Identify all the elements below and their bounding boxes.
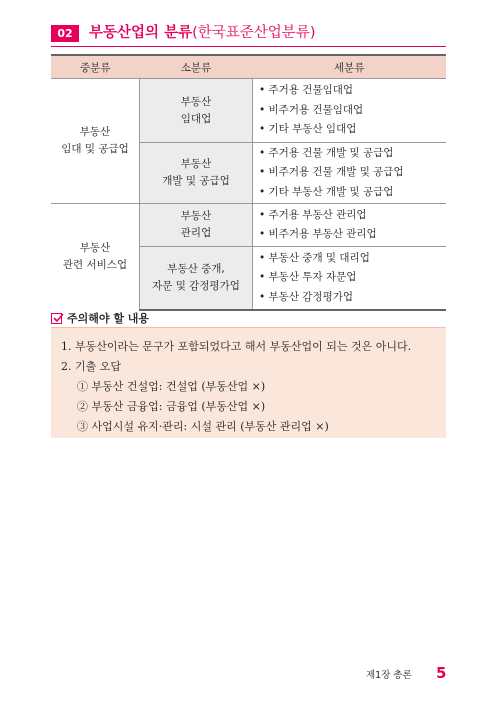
section-title [89, 24, 315, 43]
detail-item: • 부동산 감정평가업 [259, 290, 354, 303]
detail-item: • 주거용 건물임대업 [259, 84, 354, 97]
detail-item: • 부동산 투자 자문업 [259, 271, 357, 284]
cell-text: 임대 및 공급업 [61, 143, 129, 155]
detail-item: • 기타 부동산 임대업 [259, 123, 357, 136]
detail-item: • 주거용 건물 개발 및 공급업 [259, 146, 394, 159]
note-line: ② 부동산 금융업: 금융업 (부동산업 ×) [77, 400, 266, 413]
detail-item: • 기타 부동산 개발 및 공급업 [259, 185, 394, 198]
middle-category-cell [51, 204, 140, 311]
cell-text: 부동산 [180, 210, 212, 222]
note-line: ① 부동산 건설업: 건설업 (부동산업 ×) [77, 380, 266, 393]
table-row [51, 204, 446, 247]
cell-text: 관련 서비스업 [62, 259, 128, 271]
detail-item: • 주거용 부동산 관리업 [259, 208, 367, 221]
header-detail-category: 세분류 [253, 55, 447, 79]
middle-category-cell [51, 79, 140, 204]
detail-category-cell [253, 204, 447, 247]
cell-text: 임대업 [180, 112, 212, 125]
detail-category-cell [253, 79, 447, 143]
section-number-badge: 02 [51, 25, 79, 42]
notes-box [51, 327, 446, 438]
section-heading [51, 24, 446, 47]
table-row [51, 79, 446, 143]
note-line: ③ 사업시설 유지·관리: 시설 관리 (부동산 관리업 ×) [77, 420, 329, 433]
page-number: 5 [436, 664, 447, 682]
section-title-paren: (한국표준산업분류) [192, 25, 316, 41]
detail-category-cell [253, 247, 447, 311]
cell-text: 관리업 [180, 227, 212, 239]
cell-text: 부동산 [79, 126, 111, 138]
note-line: 2. 기출 오답 [61, 360, 121, 373]
checkbox-check-icon [51, 313, 62, 324]
detail-item: • 비주거용 부동산 관리업 [259, 228, 377, 240]
small-category-cell [140, 143, 253, 204]
section-title-main: 부동산업의 분류 [89, 25, 193, 41]
cell-text: 개발 및 공급업 [162, 175, 230, 187]
detail-item: • 부동산 중개 및 대리업 [259, 251, 370, 264]
notes-title: 주의해야 할 내용 [67, 312, 150, 325]
cell-text: 부동산 [180, 158, 212, 170]
cell-text: 부동산 중개, [167, 263, 225, 275]
header-small-category: 소분류 [140, 55, 253, 79]
cell-text: 부동산 [79, 242, 111, 254]
small-category-cell [140, 247, 253, 311]
table-header-row [51, 55, 446, 79]
classification-table [51, 54, 446, 311]
small-category-cell [140, 79, 253, 143]
notes-heading [51, 311, 446, 327]
header-middle-category: 중분류 [51, 55, 140, 79]
cell-text: 자문 및 감정평가업 [152, 280, 240, 292]
small-category-cell [140, 204, 253, 247]
detail-item: • 비주거용 건물 개발 및 공급업 [259, 166, 404, 179]
cell-text: 부동산 [180, 95, 212, 108]
detail-category-cell [253, 143, 447, 204]
footer-chapter: 제1장 총론 [366, 670, 412, 681]
detail-item: • 비주거용 건물임대업 [259, 103, 364, 116]
note-line: 1. 부동산이라는 문구가 포함되었다고 해서 부동산업이 되는 것은 아니다. [61, 340, 412, 353]
